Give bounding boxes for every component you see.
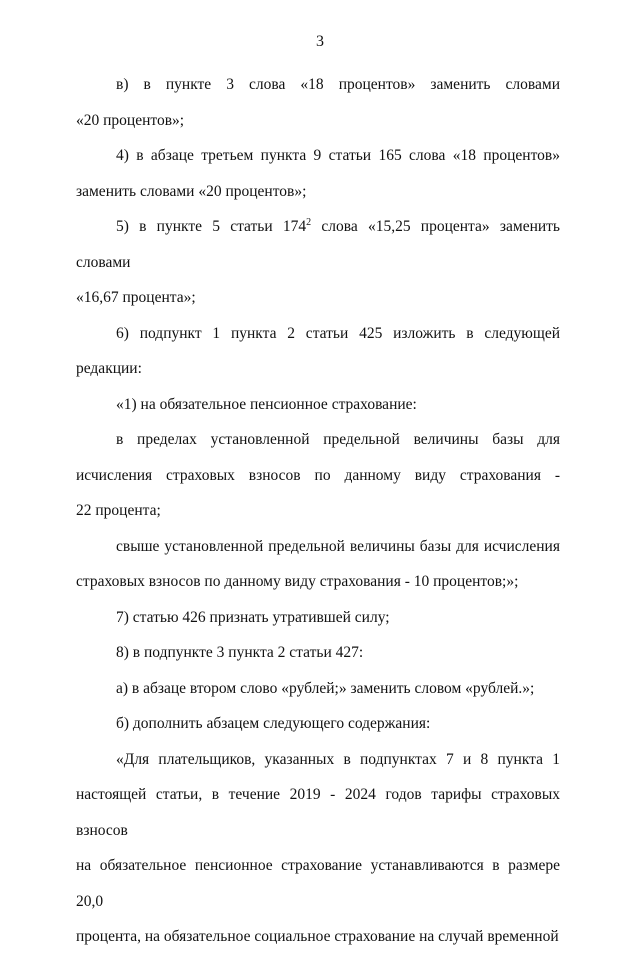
paragraph-p9 bbox=[76, 635, 560, 671]
text-run: слова «15,25 процента» заменить словами bbox=[76, 218, 560, 271]
paragraph-p2 bbox=[76, 138, 560, 209]
paragraph-line: 6) подпункт 1 пункта 2 статьи 425 изложить в следующей редакции: bbox=[76, 324, 560, 377]
paragraph-p7 bbox=[76, 529, 560, 600]
paragraph-line: 8) в подпункте 3 пункта 2 статьи 427: bbox=[116, 644, 364, 661]
paragraph-p10 bbox=[76, 671, 560, 707]
paragraph-p12 bbox=[76, 742, 560, 955]
paragraph-line: в пределах установленной предельной величины базы для bbox=[116, 431, 560, 448]
paragraph-line: в) в пункте 3 слова «18 процентов» заменить словами bbox=[116, 76, 560, 93]
paragraph-line: «1) на обязательное пенсионное страхование: bbox=[116, 395, 417, 413]
paragraph-line: настоящей статьи, в течение 2019 - 2024 годов тарифы страховых взносов bbox=[76, 786, 560, 839]
paragraph-line: 7) статью 426 признать утратившей силу; bbox=[116, 608, 390, 626]
document-body bbox=[76, 67, 560, 955]
paragraph-line: б) дополнить абзацем следующего содержания: bbox=[116, 715, 431, 732]
paragraph-line: 4) в абзаце третьем пункта 9 статьи 165 слова «18 процентов» bbox=[116, 147, 560, 164]
paragraph-line: исчисления страховых взносов по данному виду страхования - bbox=[76, 466, 560, 484]
paragraph-line: 22 процента; bbox=[76, 502, 161, 519]
paragraph-line: а) в абзаце втором слово «рублей;» заменить словом «рублей.»; bbox=[116, 679, 535, 697]
paragraph-line bbox=[76, 209, 560, 280]
text-run: 5) в пункте 5 статьи 174 bbox=[116, 218, 307, 235]
paragraph-p5 bbox=[76, 387, 560, 423]
paragraph-line: на обязательное пенсионное страхование устанавливаются в размере 20,0 bbox=[76, 857, 560, 910]
paragraph-p3 bbox=[76, 209, 560, 316]
paragraph-line: «16,67 процента»; bbox=[76, 289, 196, 306]
paragraph-p11 bbox=[76, 706, 560, 742]
paragraph-p6 bbox=[76, 422, 560, 529]
page-number: 3 bbox=[316, 33, 324, 50]
paragraph-p1 bbox=[76, 67, 560, 138]
paragraph-line: «20 процентов»; bbox=[76, 111, 185, 129]
paragraph-p8 bbox=[76, 600, 560, 636]
paragraph-line: заменить словами «20 процентов»; bbox=[76, 182, 307, 200]
superscript: 2 bbox=[306, 217, 312, 228]
paragraph-line: свыше установленной предельной величины базы для исчисления bbox=[116, 537, 560, 555]
paragraph-line: процента, на обязательное социальное страхование на случай временной bbox=[76, 928, 559, 945]
paragraph-line: страховых взносов по данному виду страхования - 10 процентов;»; bbox=[76, 573, 519, 590]
paragraph-p4 bbox=[76, 316, 560, 387]
paragraph-line: «Для плательщиков, указанных в подпунктах 7 и 8 пункта 1 bbox=[116, 750, 560, 768]
